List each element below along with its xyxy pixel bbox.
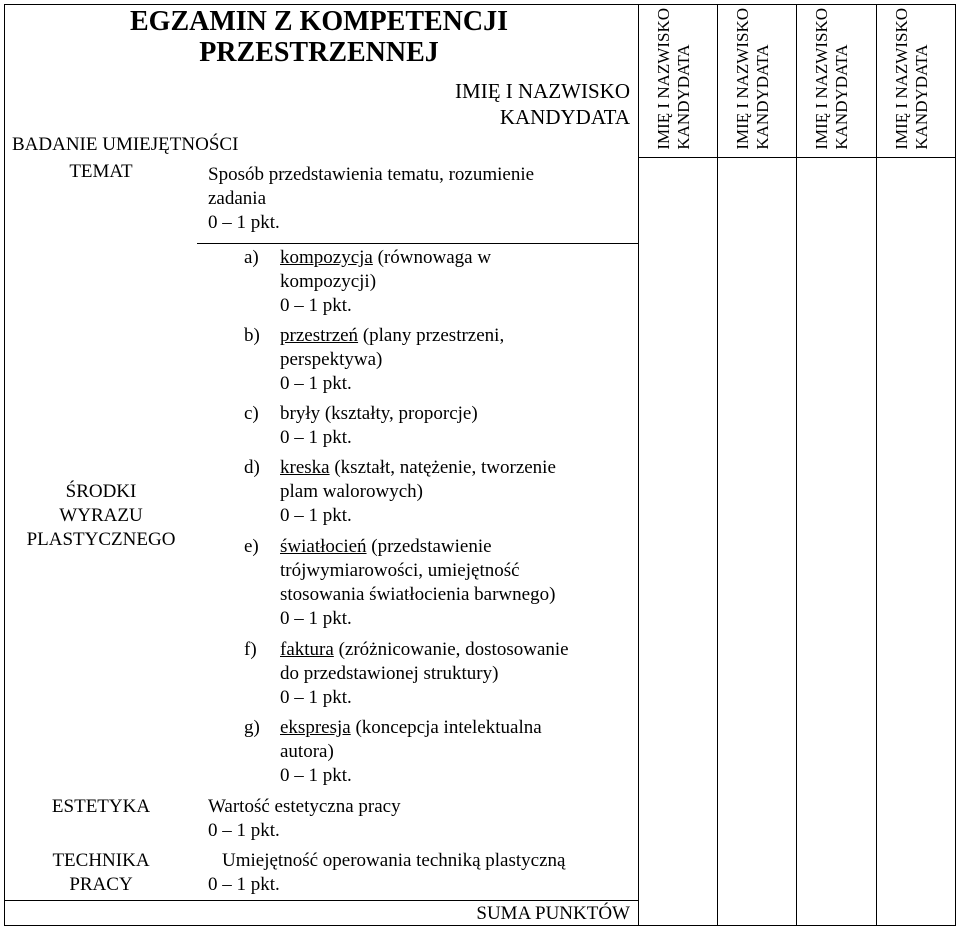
srodki-label-line2: WYRAZU bbox=[59, 505, 143, 526]
candidate-column-header-3-line2: KANDYDATA bbox=[832, 44, 851, 150]
item-description: (koncepcja intelektualna bbox=[350, 717, 542, 738]
estetyka-criterion bbox=[208, 795, 401, 843]
temat-text-line1: Sposób przedstawienia tematu, rozumienie bbox=[208, 164, 535, 185]
candidate-column-header-1-line2: KANDYDATA bbox=[674, 44, 693, 150]
technika-points: 0 – 1 pkt. bbox=[208, 874, 280, 895]
item-points: 0 – 1 pkt. bbox=[280, 765, 352, 786]
technika-criterion bbox=[208, 849, 565, 897]
item-keyword: ekspresja bbox=[280, 717, 351, 738]
table-left-border bbox=[4, 4, 5, 926]
sum-row-top bbox=[4, 900, 639, 901]
estetyka-label: ESTETYKA bbox=[51, 796, 151, 817]
exam-title-line1: EGZAMIN Z KOMPETENCJI bbox=[129, 6, 509, 37]
technika-label-line1: TECHNIKA bbox=[52, 850, 150, 871]
temat-label: TEMAT bbox=[69, 161, 133, 182]
criterion-item-g bbox=[244, 716, 260, 740]
item-description: (zróżnicowanie, dostosowanie bbox=[333, 639, 569, 660]
item-keyword: kreska bbox=[280, 457, 330, 478]
item-letter: b) bbox=[244, 325, 260, 346]
item-points: 0 – 1 pkt. bbox=[280, 687, 352, 708]
temat-criterion bbox=[208, 163, 534, 235]
item-description: (plany przestrzeni, bbox=[358, 325, 505, 346]
item-description-line2: perspektywa) bbox=[280, 349, 383, 370]
candidate-col-divider-2 bbox=[796, 4, 797, 926]
item-points: 0 – 1 pkt. bbox=[280, 295, 352, 316]
item-description: (przedstawienie bbox=[366, 536, 492, 557]
criterion-item-a bbox=[244, 246, 259, 270]
item-letter: d) bbox=[244, 457, 260, 478]
criterion-item-e-text bbox=[280, 535, 555, 631]
criterion-item-e bbox=[244, 535, 259, 559]
candidate-name-line1: IMIĘ I NAZWISKO bbox=[455, 79, 630, 103]
item-letter: a) bbox=[244, 247, 259, 268]
item-letter: c) bbox=[244, 403, 259, 424]
exam-title bbox=[0, 6, 638, 68]
candidate-column-header-4-line2: KANDYDATA bbox=[912, 44, 931, 150]
item-points: 0 – 1 pkt. bbox=[280, 608, 352, 629]
candidate-column-header-2 bbox=[733, 8, 773, 150]
item-letter: g) bbox=[244, 717, 260, 738]
candidate-columns-divider bbox=[638, 4, 639, 926]
candidate-column-header-1-line1: IMIĘ I NAZWISKO bbox=[654, 8, 673, 150]
temat-row-bottom bbox=[197, 243, 639, 244]
candidate-column-header-4-line1: IMIĘ I NAZWISKO bbox=[892, 8, 911, 150]
candidate-name-heading bbox=[300, 78, 630, 130]
item-description: bryły (kształty, proporcje) bbox=[280, 403, 478, 424]
criterion-item-c bbox=[244, 402, 259, 426]
technika-label-line2: PRACY bbox=[69, 874, 133, 895]
item-keyword: światłocień bbox=[280, 536, 367, 557]
item-points: 0 – 1 pkt. bbox=[280, 427, 352, 448]
item-description: (równowaga w bbox=[372, 247, 492, 268]
item-points: 0 – 1 pkt. bbox=[280, 505, 352, 526]
item-description-line2: trójwymiarowości, umiejętność bbox=[280, 560, 520, 581]
temat-points: 0 – 1 pkt. bbox=[208, 212, 280, 233]
candidate-column-header-3 bbox=[812, 8, 852, 150]
table-right-border bbox=[955, 4, 956, 926]
candidate-col-divider-1 bbox=[717, 4, 718, 926]
estetyka-points: 0 – 1 pkt. bbox=[208, 820, 280, 841]
criterion-item-d bbox=[244, 456, 260, 480]
srodki-label-line1: ŚRODKI bbox=[65, 481, 137, 502]
criterion-item-b bbox=[244, 324, 260, 348]
item-description: (kształt, natężenie, tworzenie bbox=[329, 457, 556, 478]
item-keyword: kompozycja bbox=[280, 247, 373, 268]
criterion-item-f-text bbox=[280, 638, 569, 710]
sum-label: SUMA PUNKTÓW bbox=[476, 903, 630, 924]
item-description-line2: kompozycji) bbox=[280, 271, 377, 292]
criterion-item-a-text bbox=[280, 246, 491, 318]
criterion-item-b-text bbox=[280, 324, 504, 396]
item-description-line3: stosowania światłocienia barwnego) bbox=[280, 584, 556, 605]
candidate-column-header-3-line1: IMIĘ I NAZWISKO bbox=[812, 8, 831, 150]
item-description-line2: plam walorowych) bbox=[280, 481, 423, 502]
candidate-header-bottom bbox=[638, 157, 956, 158]
technika-label bbox=[4, 849, 198, 897]
item-keyword: faktura bbox=[280, 639, 334, 660]
srodki-label-line3: PLASTYCZNEGO bbox=[26, 529, 176, 550]
criterion-item-g-text bbox=[280, 716, 542, 788]
item-description-line2: do przedstawionej struktury) bbox=[280, 663, 499, 684]
item-description-line2: autora) bbox=[280, 741, 334, 762]
candidate-column-header-4 bbox=[892, 8, 932, 150]
item-keyword: przestrzeń bbox=[280, 325, 359, 346]
candidate-column-header-1 bbox=[654, 8, 694, 150]
item-letter: f) bbox=[244, 639, 257, 660]
srodki-label bbox=[4, 480, 198, 552]
candidate-name-line2: KANDYDATA bbox=[499, 105, 630, 129]
item-letter: e) bbox=[244, 536, 259, 557]
criterion-item-d-text bbox=[280, 456, 556, 528]
temat-text-line2: zadania bbox=[208, 188, 267, 209]
candidate-col-divider-3 bbox=[876, 4, 877, 926]
table-top-border bbox=[4, 4, 956, 5]
criterion-item-f bbox=[244, 638, 257, 662]
criterion-item-c-text bbox=[280, 402, 478, 450]
estetyka-text: Wartość estetyczna pracy bbox=[208, 796, 401, 817]
technika-text: Umiejętność operowania techniką plastyczną bbox=[222, 850, 566, 871]
candidate-column-header-2-line2: KANDYDATA bbox=[753, 44, 772, 150]
section-label: BADANIE UMIEJĘTNOŚCI bbox=[12, 134, 239, 155]
item-points: 0 – 1 pkt. bbox=[280, 373, 352, 394]
exam-title-line2: PRZESTRZENNEJ bbox=[199, 37, 439, 68]
candidate-column-header-2-line1: IMIĘ I NAZWISKO bbox=[733, 8, 752, 150]
